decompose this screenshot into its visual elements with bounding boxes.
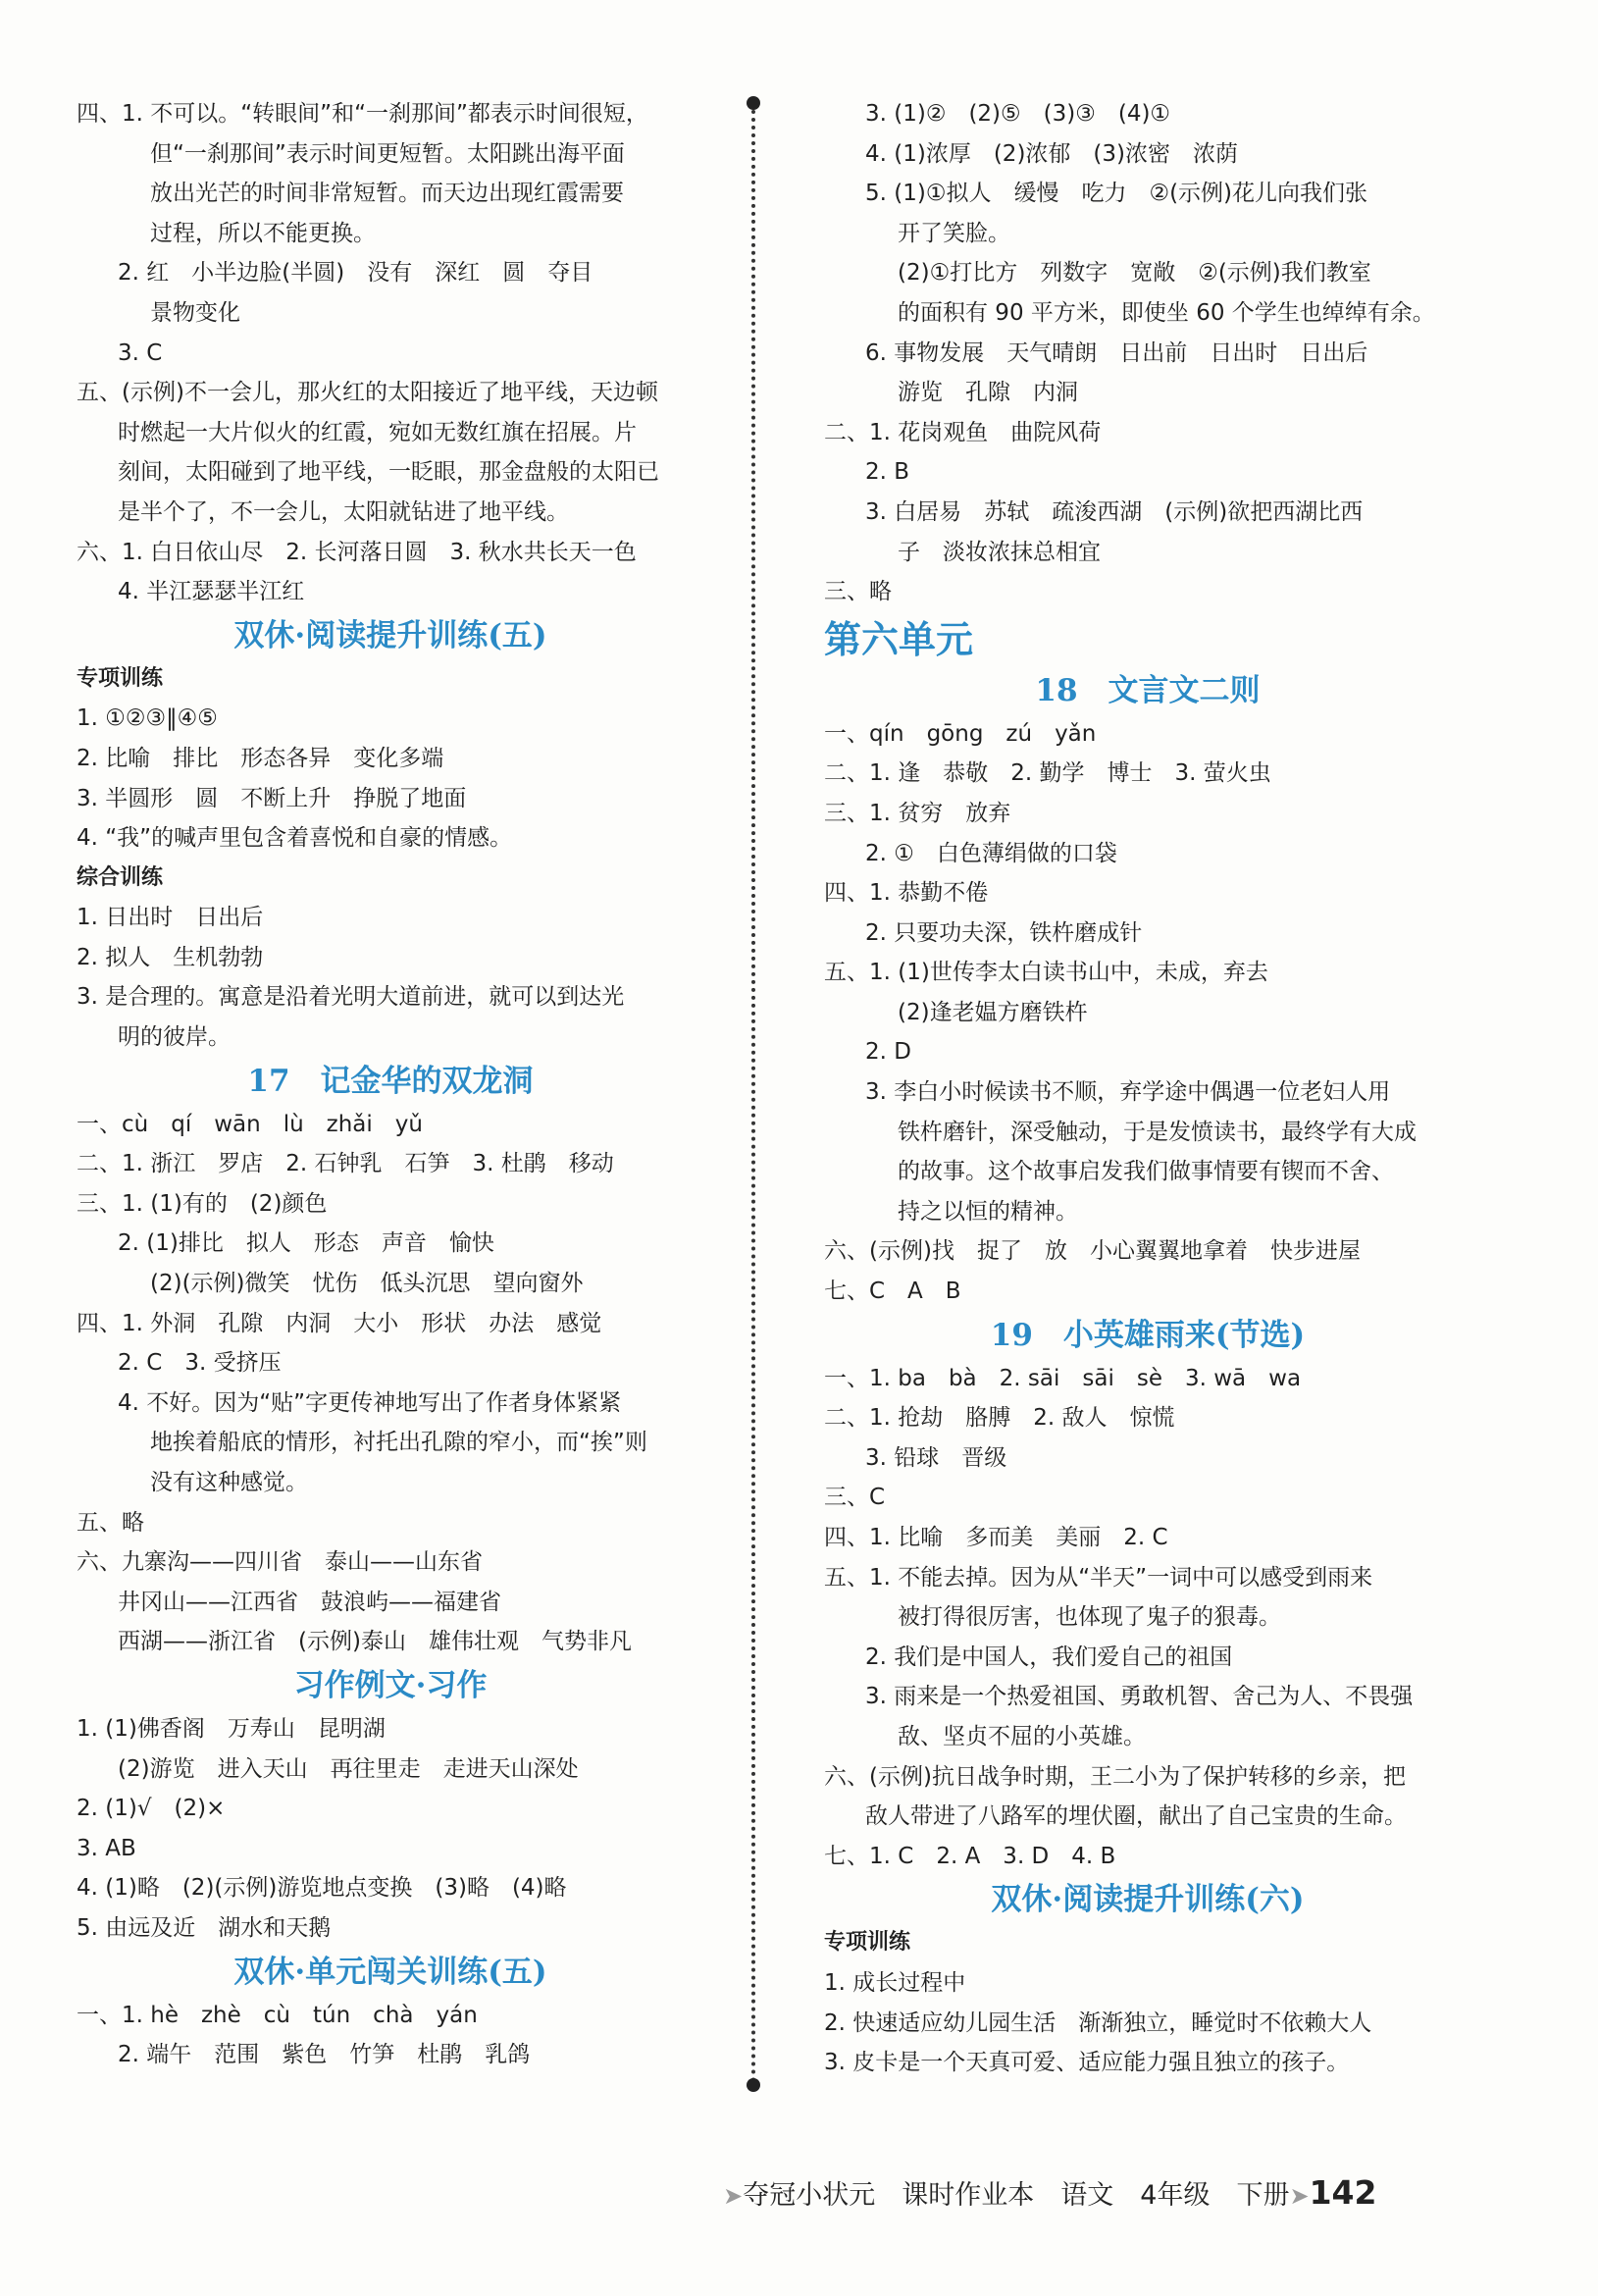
answer-line: 开了笑脸。 xyxy=(898,220,1010,246)
answer-line: (2)(示例)微笑 忧伤 低头沉思 望向窗外 xyxy=(150,1271,584,1297)
answer-line: 3. (1)② (2)⑤ (3)③ (4)① xyxy=(865,101,1171,127)
answer-line: 二、1. 逢 恭敬 2. 勤学 博士 3. 萤火虫 xyxy=(824,760,1271,787)
answer-line: 六、(示例)找 捉了 放 小心翼翼地拿着 快步进屋 xyxy=(824,1238,1361,1265)
answer-line: 四、1. 不可以。“转眼间”和“一刹那间”都表示时间很短， xyxy=(77,101,648,127)
answer-line: 3. 半圆形 圆 不断上升 挣脱了地面 xyxy=(77,785,467,811)
answer-line: 2. D xyxy=(865,1039,911,1066)
answer-line: 被打得很厉害，也体现了鬼子的狠毒。 xyxy=(898,1604,1281,1631)
answer-line: 一、1. hè zhè cù tún chà yán xyxy=(77,2002,478,2028)
answer-line: 2. 拟人 生机勃勃 xyxy=(77,944,264,970)
right-column xyxy=(824,94,1471,2083)
answer-line: 2. 我们是中国人，我们爱自己的祖国 xyxy=(865,1644,1233,1670)
answer-line: 二、1. 花岗观鱼 曲院风荷 xyxy=(824,419,1102,445)
answer-line: 敌、坚贞不屈的小英雄。 xyxy=(898,1723,1146,1749)
section-heading: 双休·单元闯关训练(五) xyxy=(233,1954,547,1990)
answer-line: 景物变化 xyxy=(150,299,240,326)
answer-line: 井冈山——江西省 鼓浪屿——福建省 xyxy=(118,1589,501,1615)
answer-line: 地挨着船底的情形，衬托出孔隙的窄小，而“挨”则 xyxy=(150,1430,647,1456)
answer-line: 放出光芒的时间非常短暂。而天边出现红霞需要 xyxy=(150,181,624,207)
answer-line: 5. 由远及近 湖水和天鹅 xyxy=(77,1914,332,1941)
footer-term: 下册 xyxy=(1236,2180,1290,2211)
section-heading: 17 记金华的双龙洞 xyxy=(247,1063,534,1099)
answer-line: 四、1. 比喻 多而美 美丽 2. C xyxy=(824,1525,1168,1550)
footer-brand: 夺冠小状元 xyxy=(743,2180,876,2211)
answer-line: 二、1. 抢劫 胳膊 2. 敌人 惊慌 xyxy=(824,1405,1175,1432)
answer-line: 3. 白居易 苏轼 疏浚西湖 (示例)欲把西湖比西 xyxy=(865,498,1364,525)
answer-line: (2)①打比方 列数字 宽敞 ②(示例)我们教室 xyxy=(898,260,1371,287)
answer-line: 2. B xyxy=(865,459,910,486)
page-footer xyxy=(706,2119,1377,2212)
footer-subject: 语文 xyxy=(1060,2180,1114,2211)
page-number: 142 xyxy=(1309,2173,1377,2212)
answer-line: 铁杵磨针，深受触动，于是发愤读书，最终学有大成 xyxy=(898,1119,1417,1145)
answer-line: 2. (1)√ (2)× xyxy=(77,1796,226,1822)
answer-line: 持之以恒的精神。 xyxy=(898,1198,1078,1225)
answer-line: 过程，所以不能更换。 xyxy=(150,220,376,246)
answer-line: 五、1. (1)世传李太白读书山中，未成，弃去 xyxy=(824,960,1268,986)
answer-line: 4. 不好。因为“贴”字更传神地写出了作者身体紧紧 xyxy=(118,1389,622,1416)
answer-line: 的面积有 90 平方米，即使坐 60 个学生也绰绰有余。 xyxy=(898,299,1435,326)
answer-line: 三、1. (1)有的 (2)颜色 xyxy=(77,1190,328,1217)
section-heading: 双休·阅读提升训练(五) xyxy=(233,617,547,653)
answer-line: 2. C 3. 受挤压 xyxy=(118,1350,282,1377)
answer-line: 3. 李白小时候读书不顺，弃学途中偶遇一位老妇人用 xyxy=(865,1079,1391,1106)
divider-dot xyxy=(747,96,760,110)
answer-line: 1. (1)佛香阁 万寿山 昆明湖 xyxy=(77,1715,386,1742)
answer-line: 五、(示例)不一会儿，那火红的太阳接近了地平线，天边顿 xyxy=(77,380,658,406)
subsection-label: 专项训练 xyxy=(77,665,164,691)
footer-grade: 4年级 xyxy=(1140,2180,1211,2211)
answer-line: 4. (1)略 (2)(示例)游览地点变换 (3)略 (4)略 xyxy=(77,1875,567,1902)
answer-line: 2. 端午 范围 紫色 竹笋 杜鹃 乳鸽 xyxy=(118,2042,531,2068)
answer-line: 2. 快速适应幼儿园生活 渐渐独立，睡觉时不依赖大人 xyxy=(824,2009,1372,2036)
answer-line: 是半个了，不一会儿，太阳就钻进了地平线。 xyxy=(118,498,569,525)
answer-line: 游览 孔隙 内洞 xyxy=(898,380,1078,406)
answer-line: 五、1. 不能去掉。因为从“半天”一词中可以感受到雨来 xyxy=(824,1564,1373,1591)
answer-line: 二、1. 浙江 罗店 2. 石钟乳 石笋 3. 杜鹃 移动 xyxy=(77,1151,614,1177)
section-heading: 习作例文·习作 xyxy=(293,1667,488,1703)
answer-line: 七、C A B xyxy=(824,1278,961,1305)
answer-line: 2. 红 小半边脸(半圆) 没有 深红 圆 夺目 xyxy=(118,260,593,287)
answer-line: 一、cù qí wān lù zhǎi yǔ xyxy=(77,1111,423,1137)
unit-title: 第六单元 xyxy=(824,616,974,661)
answer-line: 但“一刹那间”表示时间更短暂。太阳跳出海平面 xyxy=(150,140,625,167)
answer-line: 4. “我”的喊声里包含着喜悦和自豪的情感。 xyxy=(77,825,513,852)
answer-line: 6. 事物发展 天气晴朗 日出前 日出时 日出后 xyxy=(865,339,1368,366)
answer-line: 三、C xyxy=(824,1485,886,1511)
answer-line: 2. 比喻 排比 形态各异 变化多端 xyxy=(77,745,444,771)
divider-dot xyxy=(747,2078,760,2092)
footer-book: 课时作业本 xyxy=(902,2180,1035,2211)
section-heading: 双休·阅读提升训练(六) xyxy=(991,1882,1305,1918)
answer-line: 3. 是合理的。寓意是沿着光明大道前进，就可以到达光 xyxy=(77,984,625,1011)
answer-line: 五、略 xyxy=(77,1509,144,1536)
answer-line: 四、1. 恭勤不倦 xyxy=(824,880,989,907)
answer-line: 没有这种感觉。 xyxy=(150,1470,308,1495)
subsection-label: 综合训练 xyxy=(77,864,164,890)
answer-line: 2. (1)排比 拟人 形态 声音 愉快 xyxy=(118,1230,494,1257)
answer-line: 4. 半江瑟瑟半江红 xyxy=(118,579,305,605)
answer-line: 的故事。这个故事启发我们做事情要有锲而不舍、 xyxy=(898,1159,1394,1185)
answer-line: 七、1. C 2. A 3. D 4. B xyxy=(824,1843,1116,1869)
answer-line: 西湖——浙江省 (示例)泰山 雄伟壮观 气势非凡 xyxy=(118,1629,632,1655)
section-heading: 19 小英雄雨来(节选) xyxy=(990,1317,1306,1353)
answer-line: 时燃起一大片似火的红霞，宛如无数红旗在招展。片 xyxy=(118,419,637,445)
answer-line: 子 淡妆浓抹总相宜 xyxy=(898,539,1101,565)
answer-line: 1. ①②③‖④⑤ xyxy=(77,705,218,732)
answer-line: 4. (1)浓厚 (2)浓郁 (3)浓密 浓荫 xyxy=(865,140,1238,167)
answer-line: 三、1. 贫穷 放弃 xyxy=(824,800,1011,826)
answer-line: (2)游览 进入天山 再往里走 走进天山深处 xyxy=(118,1755,579,1782)
section-heading: 18 文言文二则 xyxy=(1035,672,1261,708)
answer-line: 1. 成长过程中 xyxy=(824,1969,966,1996)
answer-line: (2)逢老媪方磨铁杵 xyxy=(898,999,1088,1025)
column-divider xyxy=(751,102,755,2084)
answer-line: 1. 日出时 日出后 xyxy=(77,905,264,931)
answer-line: 3. 铅球 晋级 xyxy=(865,1444,1007,1471)
arrow-icon: ➤ xyxy=(1289,2182,1310,2210)
answer-line: 3. AB xyxy=(77,1835,136,1861)
answer-line: 2. ① 白色薄绢做的口袋 xyxy=(865,840,1117,866)
answer-line: 三、略 xyxy=(824,579,892,605)
answer-line: 3. C xyxy=(118,339,163,366)
answer-line: 3. 皮卡是一个天真可爱、适应能力强且独立的孩子。 xyxy=(824,2050,1350,2076)
left-column xyxy=(77,94,704,2075)
subsection-label: 专项训练 xyxy=(824,1930,911,1956)
answer-line: 刻间，太阳碰到了地平线，一眨眼，那金盘般的太阳已 xyxy=(118,459,659,486)
answer-line: 5. (1)①拟人 缓慢 吃力 ②(示例)花儿向我们张 xyxy=(865,181,1368,207)
answer-line: 3. 雨来是一个热爱祖国、勇敢机智、舍己为人、不畏强 xyxy=(865,1684,1414,1710)
answer-line: 明的彼岸。 xyxy=(118,1024,231,1051)
answer-line: 敌人带进了八路军的埋伏圈，献出了自己宝贵的生命。 xyxy=(865,1803,1407,1830)
answer-line: 一、1. ba bà 2. sāi sāi sè 3. wā wa xyxy=(824,1365,1302,1391)
arrow-icon: ➤ xyxy=(723,2182,744,2210)
answer-line: 2. 只要功夫深，铁杵磨成针 xyxy=(865,919,1143,946)
answer-line: 六、(示例)抗日战争时期，王二小为了保护转移的乡亲，把 xyxy=(824,1763,1406,1790)
answer-line: 六、1. 白日依山尽 2. 长河落日圆 3. 秋水共长天一色 xyxy=(77,539,637,565)
answer-line: 四、1. 外洞 孔隙 内洞 大小 形状 办法 感觉 xyxy=(77,1310,602,1336)
answer-line: 一、qín gōng zú yǎn xyxy=(824,720,1097,747)
answer-line: 六、九寨沟——四川省 泰山——山东省 xyxy=(77,1549,483,1576)
